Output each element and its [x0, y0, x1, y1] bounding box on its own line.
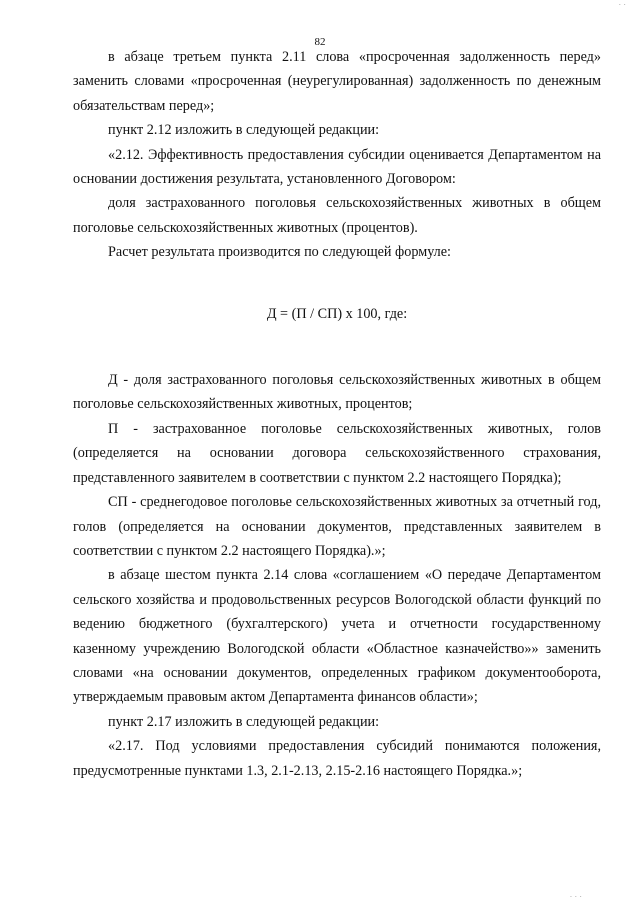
- paragraph: П - застрахованное поголовье сельскохозяйственных животных, голов (определяется на основании договора сельскохозяйственного страхования, представленного заявителем в соответствии с пунктом 2.2 настоящего Порядка);: [73, 420, 601, 486]
- formula: Д = (П / СП) х 100, где:: [266, 305, 408, 322]
- paragraph: пункт 2.17 изложить в следующей редакции:: [108, 713, 380, 730]
- paragraph: пункт 2.12 изложить в следующей редакции:: [108, 122, 380, 139]
- paragraph: Расчет результата производится по следующей формуле:: [108, 244, 451, 261]
- paragraph: «2.17. Под условиями предоставления субсидий понимаются положения, предусмотренные пунктами 1.3, 2.1-2.13, 2.15-2.16 настоящего Порядка.»;: [73, 738, 601, 779]
- paragraph: Д - доля застрахованного поголовья сельскохозяйственных животных в общем поголовье сельскохозяйственных животных, процентов;: [73, 372, 601, 413]
- scan-artifact-mark: · ·: [618, 0, 626, 9]
- paragraph: доля застрахованного поголовья сельскохозяйственных животных в общем поголовье сельскохозяйственных животных (процентов).: [73, 195, 601, 236]
- scan-artifact-mark: · · ·: [569, 892, 582, 901]
- page-number: 82: [314, 36, 326, 48]
- paragraph: в абзаце шестом пункта 2.14 слова «соглашением «О передаче Департаментом сельского хозяйства и продовольственных ресурсов Вологодской области функций по ведению бюджетного (бухгалтерского) учета и отчетности государственному казенному учреждению Вологодской области «Областное казначейство»» заменить словами «на основании документов, определенных графиком документооборота, утверждаемым правовым актом Департамента финансов области»;: [73, 567, 601, 706]
- paragraph: в абзаце третьем пункта 2.11 слова «просроченная задолженность перед» заменить словами «просроченная (неурегулированная) задолженность по денежным обязательствам перед»;: [73, 49, 601, 114]
- paragraph: «2.12. Эффективность предоставления субсидии оценивается Департаментом на основании достижения результата, установленного Договором:: [73, 146, 601, 188]
- document-body: [73, 45, 601, 783]
- paragraph: СП - среднегодовое поголовье сельскохозяйственных животных за отчетный год, голов (определяется на основании документов, представленных заявителем в соответствии с пунктом 2.2 настоящего Порядка).»;: [73, 494, 601, 559]
